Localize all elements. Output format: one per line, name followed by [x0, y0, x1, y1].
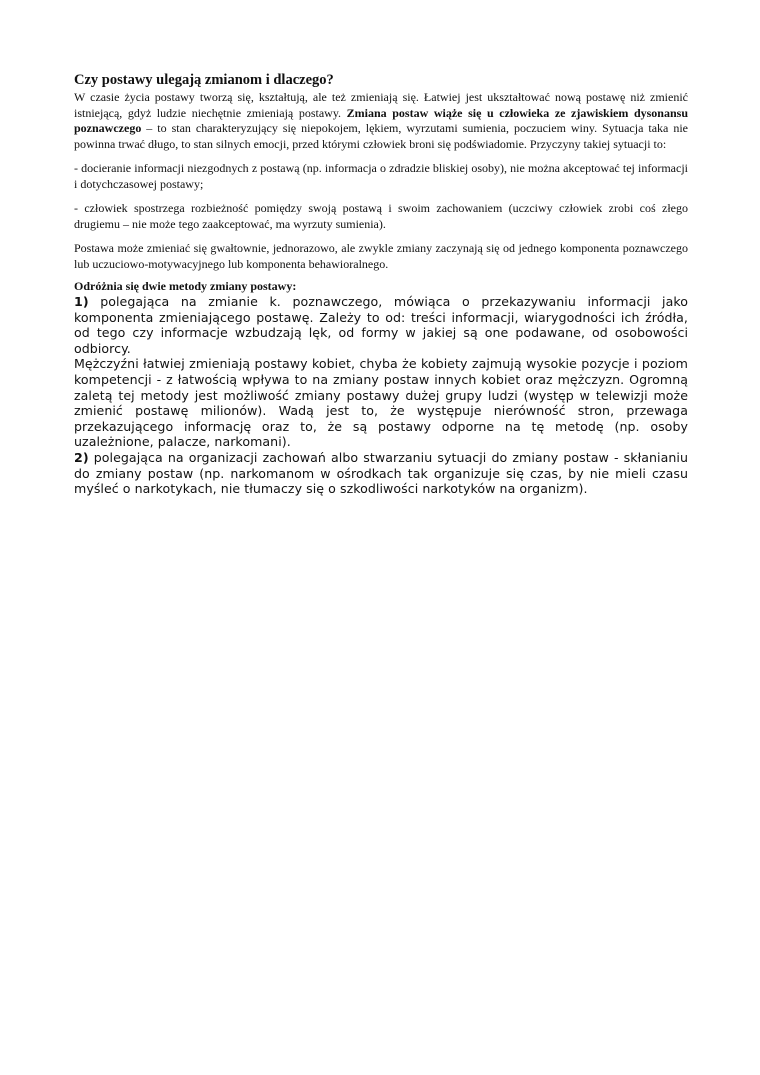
intro-text-end: – to stan charakteryzujący się niepokojem, lękiem, wyrzutami sumienia, poczuciem winy. Sytuacja taka nie powinna trwać długo, to stan silnych emocji, przed którymi człowiek broni się podświadomie. Przyczyny takiej sytuacji to:: [74, 121, 688, 151]
cause-item-1: - docieranie informacji niezgodnych z postawą (np. informacja o zdradzie bliskiej osoby), nie można akceptować tej informacji i dotychczasowej postawy;: [74, 161, 688, 191]
method-1-number: 1): [74, 294, 89, 309]
method-1-text: polegająca na zmianie k. poznawczego, mówiąca o przekazywaniu informacji jako komponenta zmieniającego postawę. Zależy to od: treści informacji, wiarygodności ich źródła, od tego czy informacje wzbudzają lęk, od formy w jakiej są one podawane, od osobowości odbiorcy.: [74, 294, 688, 356]
method-2-text: polegająca na organizacji zachowań albo stwarzaniu sytuacji do zmiany postaw - skłanianiu do zmiany postaw (np. narkomanom w ośrodkach tak organizuje się czas, by nie mieli czasu myśleć o narkotykach, nie tłumaczy się o szkodliwości narkotyków na organizm).: [74, 449, 688, 497]
intro-paragraph: [74, 90, 688, 152]
method-1-paragraph: [74, 294, 688, 356]
intro-bold-phrase: Zmiana postaw wiąże się u człowieka ze zjawiskiem dysonansu poznawczego: [74, 105, 688, 135]
document-page: [74, 72, 688, 497]
document-title: Czy postawy ulegają zmianom i dlaczego?: [74, 72, 334, 88]
methods-heading: Odróżnia się dwie metody zmiany postawy:: [74, 279, 297, 293]
method-2-paragraph: [74, 450, 688, 497]
method-2-number: 2): [74, 449, 89, 465]
intro-text-start: W czasie życia postawy tworzą się, kształtują, ale też zmieniają się. Łatwiej jest ukształtować nową postawę niż zmienić istniejącą, gdyż ludzie niechętnie zmieniają postawy.: [74, 90, 688, 120]
components-paragraph: Postawa może zmieniać się gwałtownie, jednorazowo, ale zwykle zmiany zaczynają się od jednego komponenta poznawczego lub uczuciowo-motywacyjnego lub komponenta behawioralnego.: [74, 241, 688, 271]
men-paragraph: Mężczyźni łatwiej zmieniają postawy kobiet, chyba że kobiety zajmują wysokie pozycje i poziom kompetencji - z łatwością wpływa to na zmiany postaw innych kobiet oraz mężczyzn. Ogromną zaletą tej metody jest możliwość zmiany postawy dużej grupy ludzi (występ w telewizji może zmienić postawę milionów). Wadą jest to, że występuje nierówność stron, przewaga przekazującego informację oraz to, że są postawy odporne na tę metodę (np. osoby uzależnione, palacze, narkomani).: [74, 356, 688, 450]
cause-item-2: - człowiek spostrzega rozbieżność pomiędzy swoją postawą i swoim zachowaniem (uczciwy człowiek zrobi coś złego drugiemu – nie może tego zaakceptować, ma wyrzuty sumienia).: [74, 201, 688, 231]
